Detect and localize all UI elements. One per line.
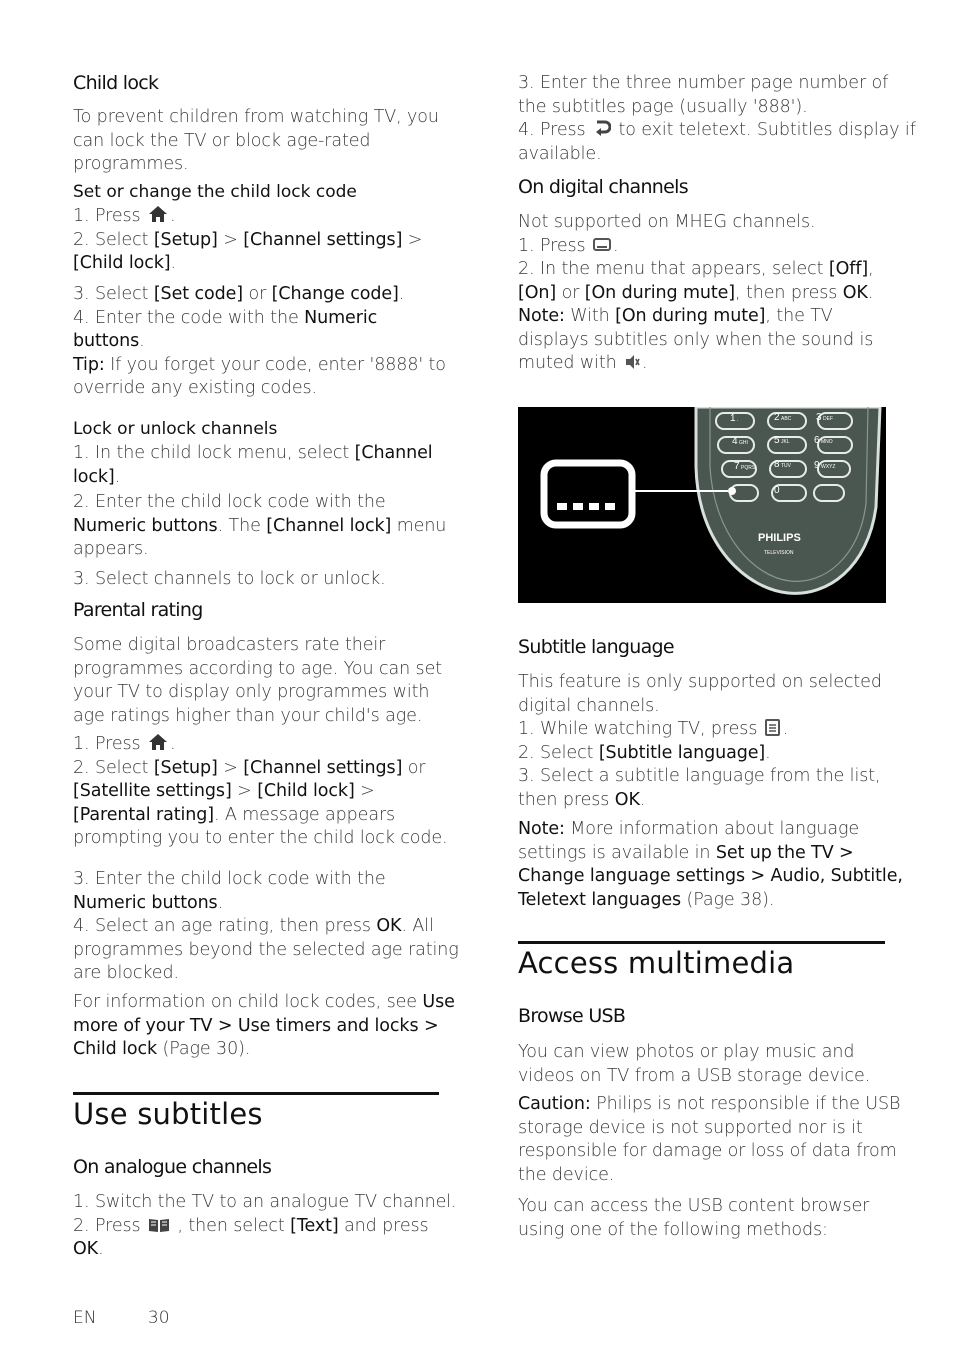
key-3-number: 3 (816, 412, 822, 423)
page-footer (73, 1308, 170, 1328)
analogue-heading: On analogue channels (73, 1156, 272, 1178)
key-4-number: 4 (732, 436, 738, 447)
set-code-heading: Set or change the child lock code (73, 182, 357, 202)
browse-usb-heading: Browse USB (518, 1005, 626, 1027)
key-1-letters: . (737, 417, 739, 423)
remote-illustration (518, 407, 886, 603)
usb-access: You can access the USB content browser using one of the following methods: (518, 1196, 870, 1240)
key-4-letters: GHI (739, 440, 748, 446)
remote-control-figure (518, 407, 886, 603)
remote-brand-logo: PHILIPS (758, 532, 801, 544)
usb-intro: You can view photos or play music and videos on TV from a USB storage device. (518, 1042, 871, 1086)
home-icon (148, 205, 168, 223)
parental-steps: 1. Press . 2. Select [Setup] > [Channel settings] or [Satellite settings] > [Child lock] > [Parental rating]. A message appears prompting you to enter the child lock code. (73, 734, 448, 848)
key-0-number: 0 (774, 485, 780, 496)
digital-steps: Not supported on MHEG channels. 1. Press . 2. In the menu that appears, select [Off], [On] or [On during mute], then press OK. Note: With [On during mute], the TV displays subtitles only when the sound is muted with . (518, 212, 874, 373)
teletext-book-icon (148, 1217, 170, 1233)
child-lock-heading: Child lock (73, 72, 159, 94)
use-subtitles-heading: Use subtitles (73, 1097, 263, 1131)
usb-caution: Caution: Philips is not responsible if the USB storage device is not supported nor is it responsible for damage or loss of data from the device. (518, 1094, 901, 1185)
key-9-letters: WXYZ (821, 464, 836, 470)
parental-intro: Some digital broadcasters rate their programmes according to age. You can set your TV to display only programmes with age ratings higher than your child's age. (73, 635, 442, 726)
key-2-number: 2 (774, 412, 780, 423)
key-5-number: 5 (774, 435, 780, 446)
parental-steps-2: 3. Enter the child lock code with the Numeric buttons. 4. Select an age rating, then press OK. All programmes beyond the selected age rating are blocked. (73, 869, 459, 983)
section-rule (73, 1092, 439, 1095)
options-icon (765, 719, 781, 736)
remote-brand-sub: TELEVISION (764, 550, 794, 556)
parental-rating-heading: Parental rating (73, 599, 203, 621)
footer-language: EN (73, 1308, 97, 1328)
subtitle-language-heading: Subtitle language (518, 636, 674, 658)
key-3-letters: DEF (823, 416, 833, 422)
lock-channels-step3: 3. Select channels to lock or unlock. (73, 569, 386, 589)
mute-icon (624, 354, 640, 370)
back-icon (593, 120, 611, 137)
page-number: 30 (147, 1308, 170, 1328)
analogue-steps: 1. Switch the TV to an analogue TV channel. 2. Press , then select [Text] and press OK. (73, 1192, 457, 1259)
key-7-letters: PQRS (741, 465, 756, 471)
set-code-steps: 1. Press . 2. Select [Setup] > [Channel settings] > [Child lock]. (73, 206, 423, 273)
access-multimedia-heading: Access multimedia (518, 946, 795, 980)
key-8-number: 8 (774, 459, 780, 470)
key-2-letters: ABC (781, 416, 792, 422)
key-6-letters: MNO (821, 439, 833, 445)
subtitle-key-dot (728, 487, 736, 495)
key-7-number: 7 (734, 461, 740, 472)
digital-heading: On digital channels (518, 176, 688, 198)
subtitle-icon (593, 238, 611, 253)
set-code-steps-2: 3. Select [Set code] or [Change code]. 4. Enter the code with the Numeric buttons. Tip: If you forget your code, enter '8888' to override any existing codes. (73, 284, 446, 398)
home-icon (148, 733, 168, 751)
child-lock-intro: To prevent children from watching TV, you can lock the TV or block age-rated programmes. (73, 107, 439, 174)
section-rule (518, 941, 885, 944)
key-6-number: 6 (814, 435, 820, 446)
child-lock-reference: For information on child lock codes, see Use more of your TV > Use timers and locks > Child lock (Page 30). (73, 992, 455, 1059)
subtitle-language-steps: This feature is only supported on selected digital channels. 1. While watching TV, press . 2. Select [Subtitle language]. (518, 672, 882, 763)
subtitle-language-step3: 3. Select a subtitle language from the list, then press OK. (518, 766, 881, 810)
lock-channels-heading: Lock or unlock channels (73, 419, 278, 439)
key-8-letters: TUV (781, 463, 791, 469)
key-1-number: 1 (730, 413, 736, 424)
subtitle-language-note: Note: More information about language settings is available in Set up the TV > Change language settings > Audio, Subtitle, Teletext languages (Page 38). (518, 819, 903, 910)
key-5-letters: JKL (781, 439, 790, 445)
analogue-steps-cont: 3. Enter the three number page number of the subtitles page (usually '888'). 4. Press to exit teletext. Subtitles display if available. (518, 73, 916, 164)
lock-channels-step2: 2. Enter the child lock code with the Numeric buttons. The [Channel lock] menu appears. (73, 492, 447, 559)
key-9-number: 9 (814, 460, 820, 471)
lock-channels-steps: 1. In the child lock menu, select [Channel lock]. (73, 443, 433, 487)
